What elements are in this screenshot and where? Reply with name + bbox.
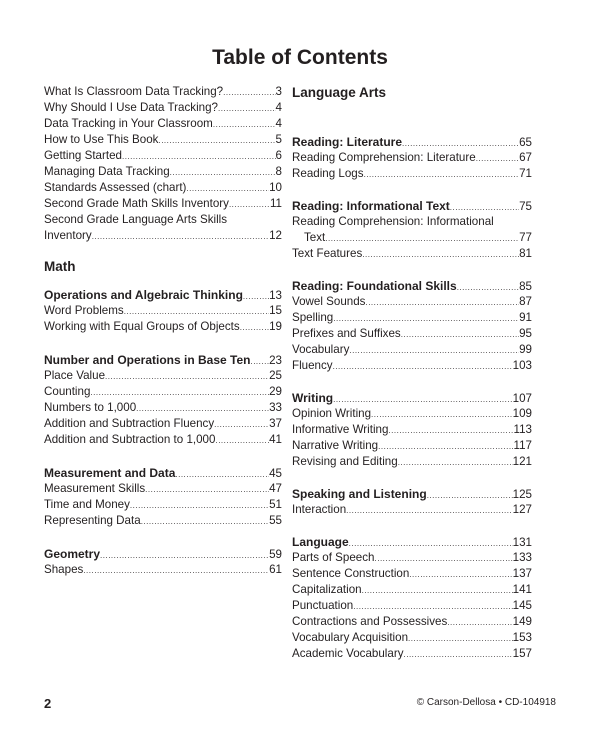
toc-entry xyxy=(44,303,282,319)
toc-entry-page: 6 xyxy=(275,149,282,162)
toc-entry-page: 4 xyxy=(275,101,282,114)
dot-leader xyxy=(240,320,269,336)
toc-section-entry xyxy=(292,278,532,294)
dot-leader xyxy=(215,433,269,449)
toc-entry-title: Vocabulary xyxy=(292,343,350,356)
toc-entry-page: 11 xyxy=(269,197,282,210)
toc-entry-title: Parts of Speech xyxy=(292,551,375,564)
toc-entry-title: Vowel Sounds xyxy=(292,295,366,308)
dot-leader xyxy=(375,551,513,567)
toc-entry-title: Operations and Algebraic Thinking xyxy=(44,288,243,302)
toc-entry-title: Measurement and Data xyxy=(44,466,176,480)
toc-entry-title: How to Use This Book xyxy=(44,133,159,146)
dot-leader xyxy=(130,498,269,514)
toc-entry xyxy=(44,116,282,132)
toc-entry-page: 47 xyxy=(269,482,282,495)
toc-entry xyxy=(292,614,532,630)
toc-entry-title-line2: Text xyxy=(304,231,326,244)
toc-entry-page: 113 xyxy=(513,423,532,436)
toc-entry-title: Number and Operations in Base Ten xyxy=(44,353,251,367)
toc-group xyxy=(44,287,282,335)
toc-entry-title: Standards Assessed (chart) xyxy=(44,181,187,194)
toc-entry-page: 71 xyxy=(519,167,532,180)
toc-entry-title: Opinion Writing xyxy=(292,407,372,420)
toc-entry-page: 25 xyxy=(269,369,282,382)
right-column xyxy=(292,84,532,662)
toc-entry-title: Reading: Foundational Skills xyxy=(292,279,457,293)
toc-entry-page: 29 xyxy=(269,385,282,398)
toc-entry-page: 149 xyxy=(512,615,532,628)
toc-entry xyxy=(44,319,282,335)
dot-leader xyxy=(346,503,513,519)
dot-leader xyxy=(388,423,513,439)
toc-entry-page: 127 xyxy=(512,503,532,516)
dot-leader xyxy=(427,488,513,504)
language-arts-list xyxy=(292,134,532,662)
toc-entry-page: 91 xyxy=(519,311,532,324)
toc-entry-page: 95 xyxy=(519,327,532,340)
toc-entry-title-line1: Reading Comprehension: Informational xyxy=(292,215,494,228)
toc-entry-page: 41 xyxy=(269,433,282,446)
toc-section-entry xyxy=(292,486,532,502)
toc-section-entry xyxy=(44,352,282,368)
toc-entry-title: Working with Equal Groups of Objects xyxy=(44,320,240,333)
toc-group xyxy=(44,465,282,529)
dot-leader xyxy=(170,165,276,181)
toc-entry-page: 121 xyxy=(512,455,532,468)
toc-group xyxy=(292,486,532,518)
toc-entry xyxy=(292,550,532,566)
dot-leader xyxy=(250,354,269,370)
toc-group xyxy=(44,546,282,578)
toc-entry xyxy=(292,294,532,310)
toc-entry-page: 87 xyxy=(519,295,532,308)
toc-entry-title: Reading: Informational Text xyxy=(292,199,450,213)
math-heading: Math xyxy=(44,259,76,274)
dot-leader xyxy=(223,85,275,101)
toc-entry-page: 33 xyxy=(269,401,282,414)
dot-leader xyxy=(243,289,269,305)
toc-entry xyxy=(44,148,282,164)
dot-leader xyxy=(349,343,519,359)
dot-leader xyxy=(186,181,269,197)
toc-entry-page: 107 xyxy=(512,392,532,405)
toc-entry-page: 10 xyxy=(269,181,282,194)
toc-entry-title: Representing Data xyxy=(44,514,141,527)
toc-entry-page: 85 xyxy=(519,280,532,293)
toc-entry xyxy=(44,180,282,196)
toc-entry-title-line2: Inventory xyxy=(44,229,92,242)
toc-entry-page: 145 xyxy=(512,599,532,612)
toc-entry-title: Addition and Subtraction Fluency xyxy=(44,417,215,430)
toc-entry-title-line1: Second Grade Language Arts Skills xyxy=(44,213,228,226)
dot-leader xyxy=(145,482,269,498)
toc-entry-title: Interaction xyxy=(292,503,347,516)
toc-section-entry xyxy=(44,465,282,481)
toc-entry-title: Numbers to 1,000 xyxy=(44,401,137,414)
toc-entry-page: 117 xyxy=(513,439,532,452)
toc-entry xyxy=(44,212,282,244)
toc-entry-page: 137 xyxy=(512,567,532,580)
dot-leader xyxy=(214,417,269,433)
toc-section-entry xyxy=(44,287,282,303)
dot-leader xyxy=(408,631,513,647)
toc-entry xyxy=(292,310,532,326)
toc-entry xyxy=(292,166,532,182)
dot-leader xyxy=(105,369,269,385)
toc-entry-page: 37 xyxy=(269,417,282,430)
toc-entry-page: 51 xyxy=(269,498,282,511)
dot-leader xyxy=(362,583,513,599)
toc-entry-title: Prefixes and Suffixes xyxy=(292,327,401,340)
dot-leader xyxy=(175,467,269,483)
toc-entry xyxy=(44,132,282,148)
toc-entry-page: 13 xyxy=(269,289,282,302)
toc-entry xyxy=(44,562,282,578)
toc-entry-title: Counting xyxy=(44,385,91,398)
dot-leader xyxy=(457,280,519,296)
toc-entry-title: Reading: Literature xyxy=(292,135,403,149)
toc-entry-page: 133 xyxy=(512,551,532,564)
language-arts-heading: Language Arts xyxy=(292,85,387,100)
toc-entry-title: Contractions and Possessives xyxy=(292,615,448,628)
toc-entry-title: Why Should I Use Data Tracking? xyxy=(44,101,218,114)
toc-section-entry xyxy=(292,134,532,150)
dot-leader xyxy=(378,439,513,455)
toc-entry-title: Revising and Editing xyxy=(292,455,398,468)
toc-entry xyxy=(44,513,282,529)
dot-leader xyxy=(333,311,519,327)
toc-entry xyxy=(44,368,282,384)
toc-entry-page: 153 xyxy=(512,631,532,644)
dot-leader xyxy=(353,599,512,615)
toc-entry xyxy=(292,214,532,246)
toc-group xyxy=(292,134,532,182)
toc-entry-page: 61 xyxy=(269,563,282,576)
toc-entry-page: 23 xyxy=(269,354,282,367)
dot-leader xyxy=(404,647,513,663)
toc-entry xyxy=(292,630,532,646)
toc-entry-title: Language xyxy=(292,535,349,549)
dot-leader xyxy=(401,327,519,343)
toc-entry-title: Place Value xyxy=(44,369,106,382)
toc-entry-page: 15 xyxy=(269,304,282,317)
copyright: © Carson-Dellosa • CD-104918 xyxy=(416,697,556,708)
toc-entry xyxy=(292,422,532,438)
toc-entry xyxy=(292,598,532,614)
toc-entry-page: 103 xyxy=(512,359,532,372)
toc-entry-title: Word Problems xyxy=(44,304,124,317)
toc-entry xyxy=(44,100,282,116)
toc-entry-title: Reading Comprehension: Literature xyxy=(292,151,476,164)
dot-leader xyxy=(229,197,270,213)
dot-leader xyxy=(92,229,269,245)
toc-entry-title: Geometry xyxy=(44,547,101,561)
dot-leader xyxy=(90,385,269,401)
toc-entry-title: What Is Classroom Data Tracking? xyxy=(44,85,224,98)
toc-entry-title: Measurement Skills xyxy=(44,482,146,495)
toc-entry-page: 8 xyxy=(275,165,282,178)
toc-entry xyxy=(292,566,532,582)
dot-leader xyxy=(333,359,513,375)
dot-leader xyxy=(362,247,519,263)
toc-group xyxy=(292,278,532,374)
dot-leader xyxy=(141,514,269,530)
toc-entry xyxy=(292,406,532,422)
toc-entry-title: Time and Money xyxy=(44,498,130,511)
toc-entry-page: 5 xyxy=(275,133,282,146)
toc-entry-page: 12 xyxy=(269,229,282,242)
dot-leader xyxy=(325,231,519,247)
dot-leader xyxy=(136,401,269,417)
toc-group xyxy=(292,534,532,662)
toc-entry-title: Getting Started xyxy=(44,149,122,162)
toc-entry-page: 109 xyxy=(512,407,532,420)
toc-entry-title: Addition and Subtraction to 1,000 xyxy=(44,433,216,446)
toc-entry-page: 59 xyxy=(269,548,282,561)
toc-entry xyxy=(44,384,282,400)
dot-leader xyxy=(218,101,276,117)
toc-entry xyxy=(44,432,282,448)
toc-entry-page: 81 xyxy=(519,247,532,260)
toc-entry-page: 141 xyxy=(512,583,532,596)
toc-section-entry xyxy=(292,534,532,550)
toc-entry-title: Vocabulary Acquisition xyxy=(292,631,409,644)
toc-entry-title: Managing Data Tracking xyxy=(44,165,170,178)
toc-entry-page: 3 xyxy=(275,85,282,98)
toc-entry xyxy=(292,438,532,454)
dot-leader xyxy=(476,151,519,167)
toc-entry-page: 131 xyxy=(512,536,532,549)
dot-leader xyxy=(364,167,520,183)
toc-entry-title: Narrative Writing xyxy=(292,439,379,452)
dot-leader xyxy=(365,295,519,311)
toc-entry xyxy=(292,646,532,662)
dot-leader xyxy=(124,304,269,320)
toc-entry-page: 67 xyxy=(519,151,532,164)
toc-entry-title: Punctuation xyxy=(292,599,354,612)
toc-entry-page: 4 xyxy=(275,117,282,130)
page-number: 2 xyxy=(44,696,52,711)
toc-entry-title: Informative Writing xyxy=(292,423,389,436)
toc-entry-page: 55 xyxy=(269,514,282,527)
dot-leader xyxy=(100,548,269,564)
toc-entry xyxy=(44,84,282,100)
toc-entry-title: Capitalization xyxy=(292,583,362,596)
toc-entry xyxy=(292,358,532,374)
dot-leader xyxy=(158,133,275,149)
toc-section-entry xyxy=(292,198,532,214)
toc-group xyxy=(44,352,282,448)
toc-entry-page: 77 xyxy=(519,231,532,244)
toc-entry xyxy=(292,342,532,358)
dot-leader xyxy=(371,407,513,423)
toc-entry-title: Writing xyxy=(292,391,334,405)
toc-entry xyxy=(292,502,532,518)
toc-entry xyxy=(292,326,532,342)
toc-entry-page: 45 xyxy=(269,467,282,480)
intro-list xyxy=(44,84,282,244)
toc-entry xyxy=(44,400,282,416)
dot-leader xyxy=(398,455,513,471)
toc-entry xyxy=(292,150,532,166)
dot-leader xyxy=(447,615,512,631)
toc-entry-page: 125 xyxy=(512,488,532,501)
toc-entry-title: Shapes xyxy=(44,563,84,576)
toc-entry xyxy=(44,416,282,432)
toc-entry xyxy=(292,454,532,470)
toc-entry-title: Reading Logs xyxy=(292,167,364,180)
toc-entry-page: 157 xyxy=(512,647,532,660)
toc-entry-title: Spelling xyxy=(292,311,334,324)
toc-entry-title: Data Tracking in Your Classroom xyxy=(44,117,213,130)
toc-entry xyxy=(44,497,282,513)
toc-entry xyxy=(292,582,532,598)
toc-entry-line2 xyxy=(44,228,282,244)
toc-section-entry xyxy=(292,390,532,406)
dot-leader xyxy=(83,563,269,579)
toc-entry-title: Speaking and Listening xyxy=(292,487,427,501)
toc-entry-title: Fluency xyxy=(292,359,333,372)
toc-group xyxy=(292,390,532,470)
page-title: Table of Contents xyxy=(212,46,388,69)
toc-entry-line2 xyxy=(292,230,532,246)
toc-entry-page: 75 xyxy=(519,200,532,213)
toc-group xyxy=(292,198,532,262)
toc-entry xyxy=(44,196,282,212)
toc-entry-title: Text Features xyxy=(292,247,363,260)
toc-entry-page: 19 xyxy=(269,320,282,333)
dot-leader xyxy=(122,149,276,165)
left-column xyxy=(44,84,282,578)
math-list xyxy=(44,287,282,578)
toc-section-entry xyxy=(44,546,282,562)
dot-leader xyxy=(409,567,512,583)
toc-entry-page: 99 xyxy=(519,343,532,356)
toc-entry xyxy=(44,164,282,180)
toc-entry-title: Sentence Construction xyxy=(292,567,410,580)
toc-entry-title: Second Grade Math Skills Inventory xyxy=(44,197,229,210)
toc-entry-title: Academic Vocabulary xyxy=(292,647,404,660)
toc-entry-page: 65 xyxy=(519,136,532,149)
toc-entry xyxy=(292,246,532,262)
toc-entry xyxy=(44,481,282,497)
dot-leader xyxy=(213,117,276,133)
